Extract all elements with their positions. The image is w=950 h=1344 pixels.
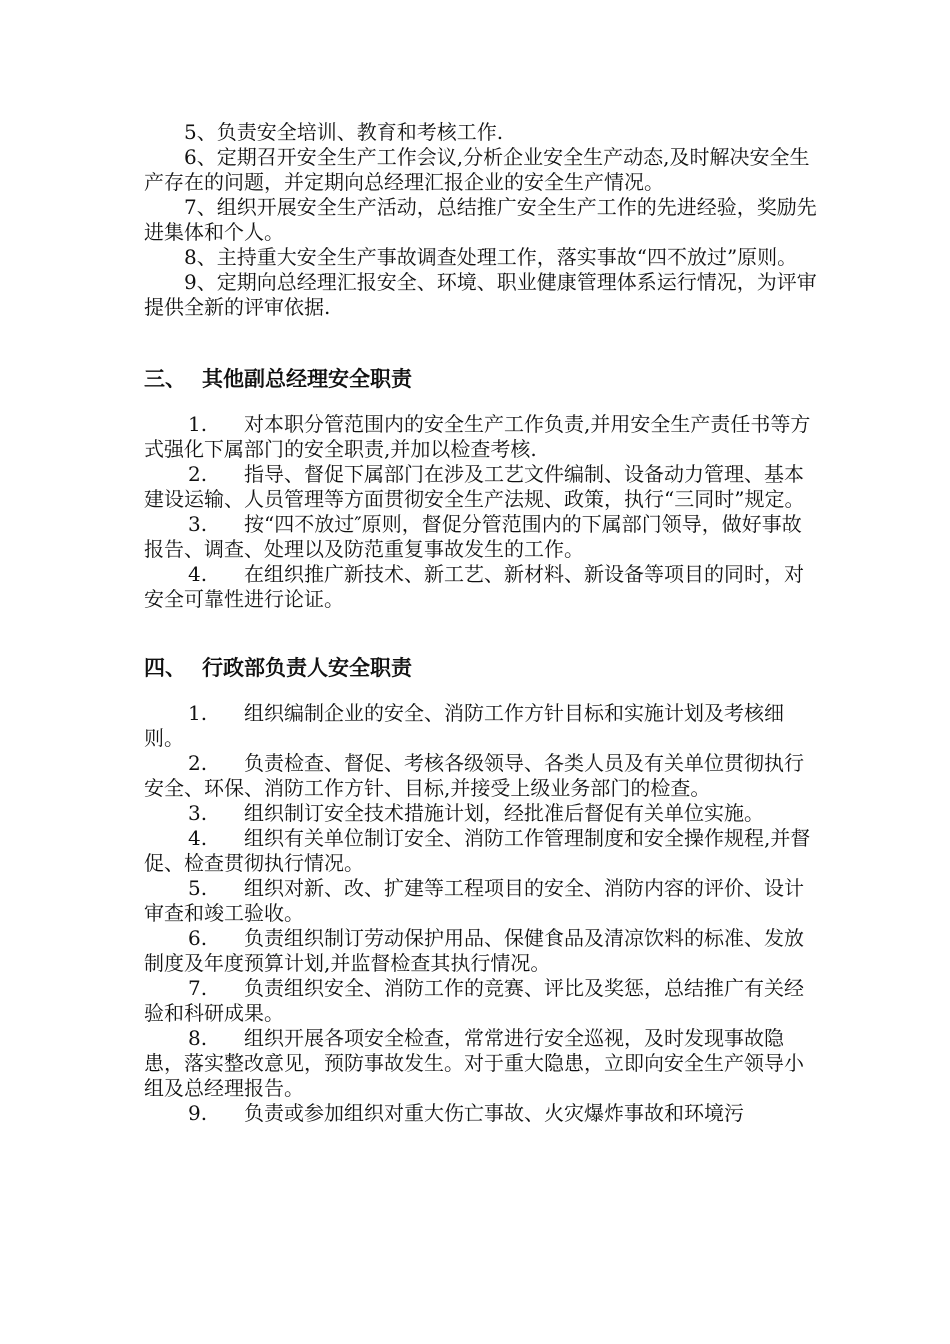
paragraph: 7、组织开展安全生产活动，总结推广安全生产工作的先进经验，奖励先进集体和个人。 — [144, 195, 817, 244]
list-item — [144, 701, 820, 751]
paragraph: 5、负责安全培训、教育和考核工作. — [184, 120, 504, 144]
paragraph: 9、定期向总经理汇报安全、环境、职业健康管理体系运行情况，为评审提供全新的评审依据. — [144, 270, 817, 319]
item-number: 3. — [188, 512, 208, 536]
list-item — [144, 976, 820, 1026]
item-number: 2. — [188, 751, 208, 775]
section-4 — [144, 654, 820, 1126]
item-number: 9. — [188, 1101, 208, 1125]
item-text: 负责组织安全、消防工作的竞赛、评比及奖惩，总结推广有关经验和科研成果。 — [144, 976, 804, 1025]
section-title: 行政部负责人安全职责 — [202, 656, 412, 680]
item-text: 对本职分管范围内的安全生产工作负责,并用安全生产责任书等方式强化下属部门的安全职责,并加以检查考核. — [144, 412, 811, 461]
list-item — [144, 1101, 820, 1126]
item-text: 在组织推广新技术、新工艺、新材料、新设备等项目的同时，对安全可靠性进行论证。 — [144, 562, 804, 611]
section-heading — [144, 654, 820, 682]
list-item — [144, 412, 820, 462]
item-text: 组织有关单位制订安全、消防工作管理制度和安全操作规程,并督促、检查贯彻执行情况。 — [144, 826, 811, 875]
item-number: 7. — [188, 976, 208, 1000]
section-title: 其他副总经理安全职责 — [202, 367, 412, 391]
paragraph: 6、定期召开安全生产工作会议,分析企业安全生产动态,及时解决安全生产存在的问题，并定期向总经理汇报企业的安全生产情况。 — [144, 145, 810, 194]
item-text: 指导、督促下属部门在涉及工艺文件编制、设备动力管理、基本建设运输、人员管理等方面贯彻安全生产法规、政策，执行“三同时”规定。 — [144, 462, 805, 511]
item-text: 组织制订安全技术措施计划，经批准后督促有关单位实施。 — [244, 801, 764, 825]
item-number: 5. — [188, 876, 208, 900]
document-body — [144, 120, 820, 1126]
item-text: 负责组织制订劳动保护用品、保健食品及清凉饮料的标准、发放制度及年度预算计划,并监督检查其执行情况。 — [144, 926, 804, 975]
list-item — [144, 512, 820, 562]
list-item — [144, 1026, 820, 1101]
section-3 — [144, 365, 820, 612]
item-number: 1. — [188, 701, 208, 725]
item-number: 4. — [188, 826, 208, 850]
item-number: 3. — [188, 801, 208, 825]
paragraph: 8、主持重大安全生产事故调查处理工作，落实事故“四不放过”原则。 — [184, 245, 798, 269]
list-item — [144, 751, 820, 801]
item-text: 组织编制企业的安全、消防工作方针目标和实施计划及考核细则。 — [144, 701, 784, 750]
list-item — [144, 926, 820, 976]
item-text: 按“四不放过″原则，督促分管范围内的下属部门领导，做好事故报告、调查、处理以及防范重复事故发生的工作。 — [144, 512, 802, 561]
item-number: 8. — [188, 1026, 208, 1050]
item-number: 1. — [188, 412, 208, 436]
section-2-tail — [144, 120, 820, 320]
section-number: 三、 — [144, 367, 186, 391]
section-number: 四、 — [144, 656, 186, 680]
item-text: 组织对新、改、扩建等工程项目的安全、消防内容的评价、设计审查和竣工验收。 — [144, 876, 804, 925]
item-number: 2. — [188, 462, 208, 486]
list-item — [144, 876, 820, 926]
item-text: 组织开展各项安全检查，常常进行安全巡视，及时发现事故隐患，落实整改意见，预防事故发生。对于重大隐患，立即向安全生产领导小组及总经理报告。 — [144, 1026, 804, 1100]
section-heading — [144, 365, 820, 393]
list-item — [144, 462, 820, 512]
item-number: 6. — [188, 926, 208, 950]
item-number: 4. — [188, 562, 208, 586]
list-item — [144, 801, 820, 826]
item-text: 负责或参加组织对重大伤亡事故、火灾爆炸事故和环境污 — [244, 1101, 744, 1125]
item-text: 负责检查、督促、考核各级领导、各类人员及有关单位贯彻执行安全、环保、消防工作方针、目标,并接受上级业务部门的检查。 — [144, 751, 804, 800]
list-item — [144, 562, 820, 612]
list-item — [144, 826, 820, 876]
